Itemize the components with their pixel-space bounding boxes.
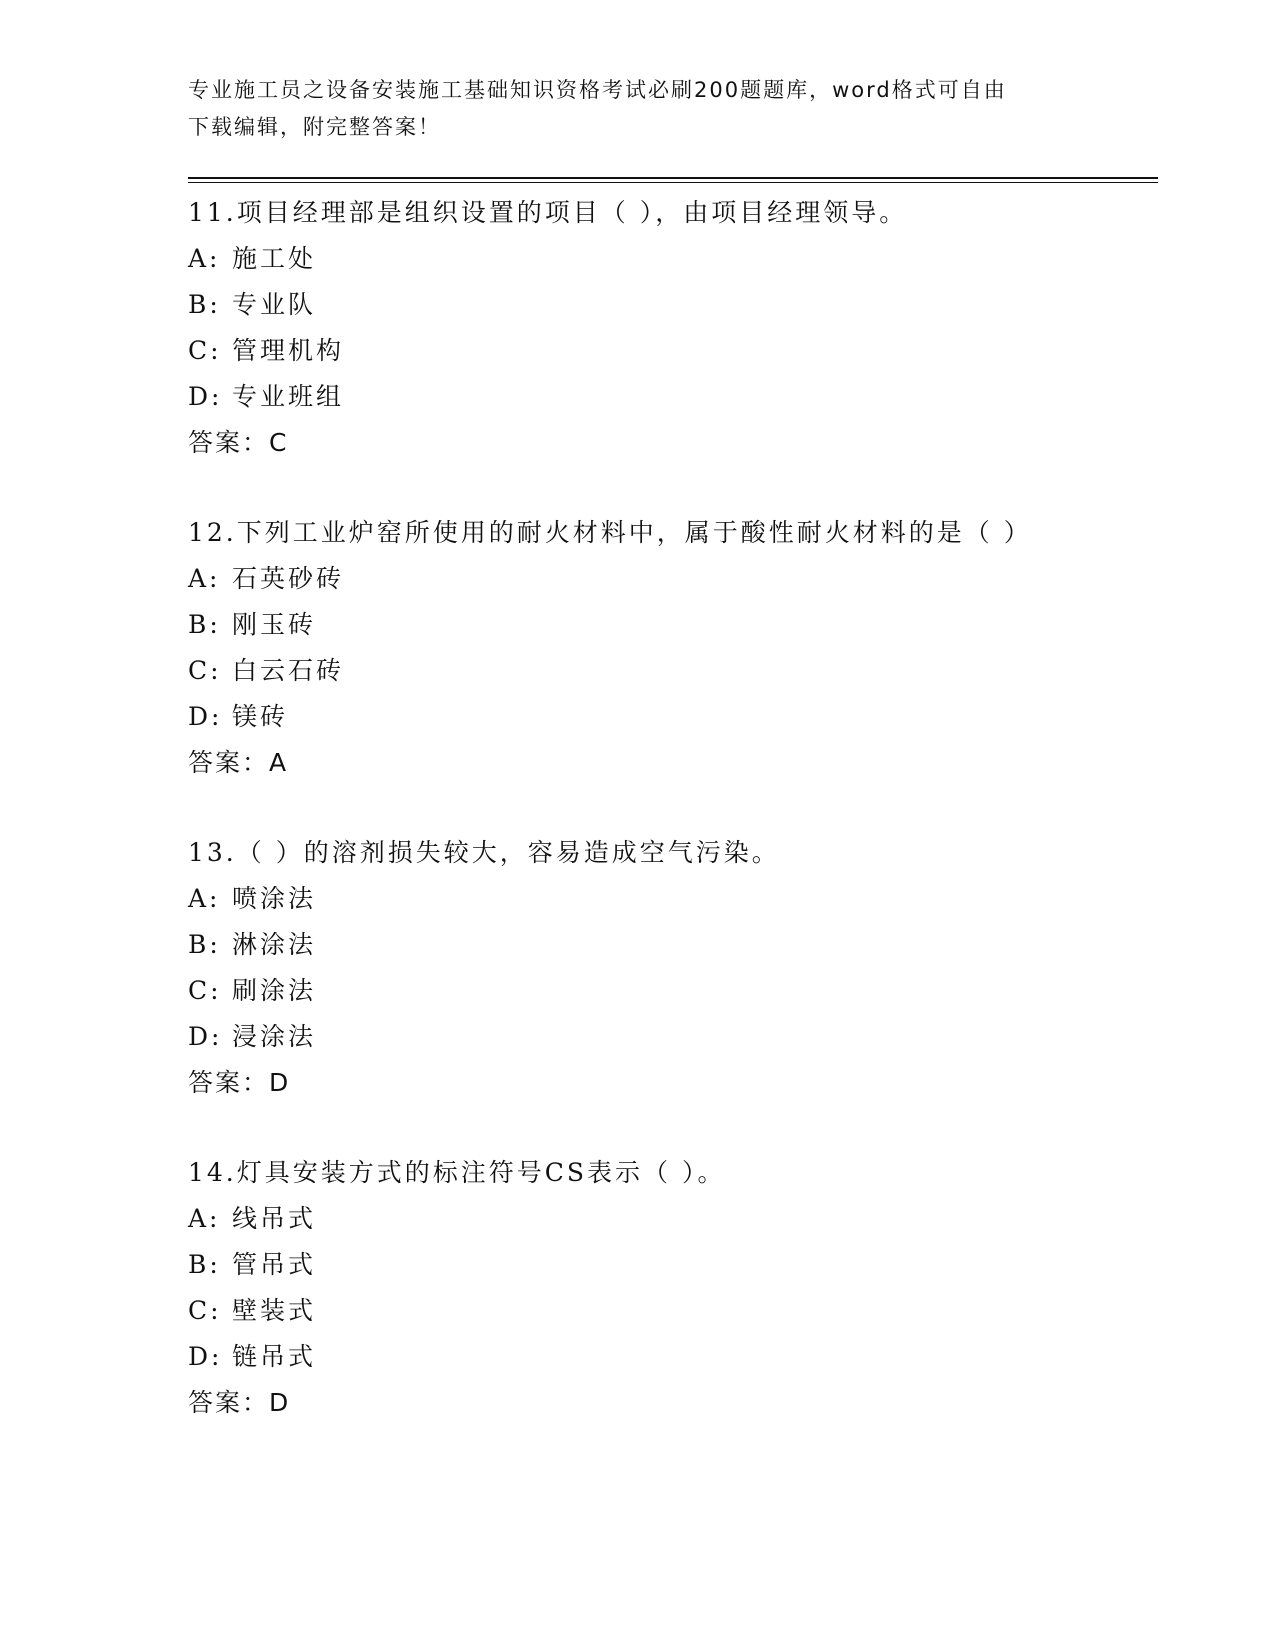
option-d <box>188 694 1148 740</box>
option-text: 线吊式 <box>232 1204 317 1233</box>
document-header <box>188 72 1068 146</box>
option-d <box>188 1334 1148 1380</box>
option-letter: C: <box>188 336 222 365</box>
question-spacer <box>188 466 1148 510</box>
header-line-2: 下载编辑，附完整答案！ <box>188 115 441 139</box>
question-stem: 11.项目经理部是组织设置的项目（ ），由项目经理领导。 <box>188 198 908 227</box>
question-13 <box>188 830 1148 1106</box>
option-letter: D: <box>188 702 223 731</box>
option-letter: D: <box>188 1342 223 1371</box>
question-spacer <box>188 1106 1148 1150</box>
option-c <box>188 328 1148 374</box>
option-text: 淋涂法 <box>232 930 317 959</box>
option-text: 石英砂砖 <box>232 564 345 593</box>
option-letter: C: <box>188 656 222 685</box>
option-d <box>188 374 1148 420</box>
option-letter: A: <box>188 1204 221 1233</box>
option-a <box>188 556 1148 602</box>
option-letter: D: <box>188 382 223 411</box>
option-text: 刚玉砖 <box>232 610 317 639</box>
option-letter: A: <box>188 244 221 273</box>
question-stem: 14.灯具安装方式的标注符号CS表示（ ）。 <box>188 1158 726 1187</box>
option-text: 镁砖 <box>232 702 289 731</box>
header-divider-thin <box>188 182 1158 183</box>
question-spacer <box>188 786 1148 830</box>
header-divider-thick <box>188 177 1158 179</box>
question-stem: 12.下列工业炉窑所使用的耐火材料中，属于酸性耐火材料的是（ ） <box>188 518 1032 547</box>
answer-line: 答案：C <box>188 428 289 457</box>
option-a <box>188 1196 1148 1242</box>
option-b <box>188 602 1148 648</box>
option-text: 管吊式 <box>232 1250 317 1279</box>
option-d <box>188 1014 1148 1060</box>
answer-line: 答案：D <box>188 1068 291 1097</box>
answer-line: 答案：A <box>188 748 289 777</box>
question-14 <box>188 1150 1148 1426</box>
question-list <box>188 190 1148 1426</box>
option-letter: C: <box>188 976 222 1005</box>
answer-line: 答案：D <box>188 1388 291 1417</box>
option-text: 喷涂法 <box>232 884 317 913</box>
option-b <box>188 282 1148 328</box>
option-letter: B: <box>188 290 221 319</box>
question-stem: 13.（ ）的溶剂损失较大，容易造成空气污染。 <box>188 838 780 867</box>
option-text: 刷涂法 <box>232 976 317 1005</box>
option-c <box>188 968 1148 1014</box>
question-12 <box>188 510 1148 786</box>
option-letter: A: <box>188 884 221 913</box>
option-c <box>188 1288 1148 1334</box>
option-letter: A: <box>188 564 221 593</box>
option-b <box>188 1242 1148 1288</box>
option-letter: B: <box>188 1250 221 1279</box>
option-letter: B: <box>188 610 221 639</box>
option-a <box>188 876 1148 922</box>
header-line-1: 专业施工员之设备安装施工基础知识资格考试必刷200题题库，word格式可自由 <box>188 78 1007 102</box>
option-letter: C: <box>188 1296 222 1325</box>
option-text: 链吊式 <box>232 1342 317 1371</box>
option-text: 施工处 <box>232 244 317 273</box>
option-letter: B: <box>188 930 221 959</box>
option-text: 管理机构 <box>232 336 345 365</box>
option-b <box>188 922 1148 968</box>
question-11 <box>188 190 1148 466</box>
option-text: 壁装式 <box>232 1296 317 1325</box>
option-a <box>188 236 1148 282</box>
option-text: 专业班组 <box>232 382 345 411</box>
option-text: 专业队 <box>232 290 317 319</box>
option-c <box>188 648 1148 694</box>
option-text: 白云石砖 <box>232 656 345 685</box>
option-letter: D: <box>188 1022 223 1051</box>
option-text: 浸涂法 <box>232 1022 317 1051</box>
